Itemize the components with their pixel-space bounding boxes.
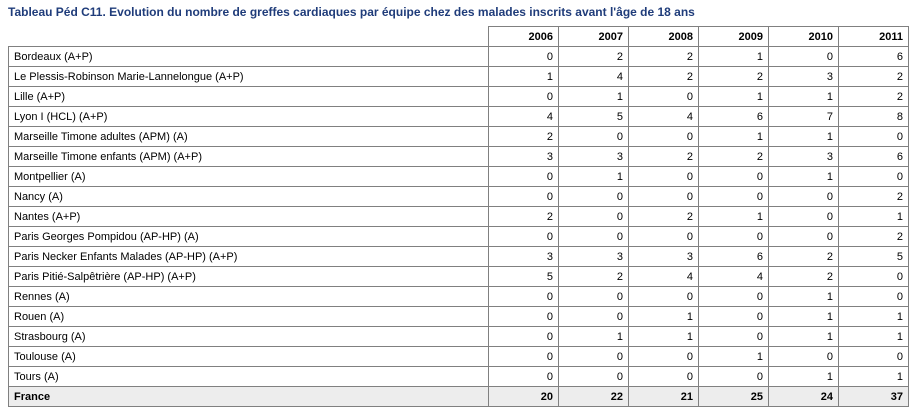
total-row	[9, 387, 909, 407]
table-row	[9, 287, 909, 307]
year-value: 1	[769, 167, 839, 187]
team-name: Marseille Timone adultes (APM) (A)	[9, 127, 489, 147]
year-value: 3	[629, 247, 699, 267]
team-name: Rouen (A)	[9, 307, 489, 327]
year-value: 2	[629, 67, 699, 87]
year-value: 0	[629, 87, 699, 107]
year-value: 3	[559, 147, 629, 167]
year-value: 0	[559, 127, 629, 147]
year-value: 0	[489, 287, 559, 307]
year-header: 2009	[699, 27, 769, 47]
year-value: 2	[489, 207, 559, 227]
year-value: 0	[699, 307, 769, 327]
year-value: 0	[489, 347, 559, 367]
year-value: 7	[769, 107, 839, 127]
table-title: Tableau Péd C11. Evolution du nombre de greffes cardiaques par équipe chez des malades inscrits avant l'âge de 18 ans	[8, 5, 695, 19]
year-value: 5	[839, 247, 909, 267]
table-row	[9, 307, 909, 327]
total-value: 24	[769, 387, 839, 407]
total-value: 20	[489, 387, 559, 407]
total-value: 37	[839, 387, 909, 407]
year-value: 1	[839, 207, 909, 227]
year-value: 0	[769, 187, 839, 207]
year-value: 3	[489, 247, 559, 267]
team-name: Montpellier (A)	[9, 167, 489, 187]
table-row	[9, 327, 909, 347]
team-name: Le Plessis-Robinson Marie-Lannelongue (A+P)	[9, 67, 489, 87]
year-value: 0	[769, 227, 839, 247]
year-value: 4	[489, 107, 559, 127]
year-header: 2007	[559, 27, 629, 47]
year-value: 0	[489, 87, 559, 107]
team-name: Lille (A+P)	[9, 87, 489, 107]
year-value: 5	[489, 267, 559, 287]
year-value: 1	[769, 127, 839, 147]
year-value: 0	[559, 207, 629, 227]
year-value: 0	[839, 287, 909, 307]
team-name: Toulouse (A)	[9, 347, 489, 367]
year-value: 0	[699, 367, 769, 387]
year-value: 1	[629, 307, 699, 327]
header-corner	[9, 27, 489, 47]
year-value: 1	[839, 327, 909, 347]
year-header: 2006	[489, 27, 559, 47]
table-row	[9, 107, 909, 127]
year-value: 0	[839, 267, 909, 287]
year-value: 3	[559, 247, 629, 267]
total-value: 21	[629, 387, 699, 407]
year-value: 6	[699, 107, 769, 127]
team-name: Paris Pitié-Salpêtrière (AP-HP) (A+P)	[9, 267, 489, 287]
year-value: 0	[629, 187, 699, 207]
year-value: 2	[839, 87, 909, 107]
year-value: 6	[699, 247, 769, 267]
year-value: 0	[629, 127, 699, 147]
year-value: 1	[699, 87, 769, 107]
year-value: 2	[699, 67, 769, 87]
year-value: 1	[769, 287, 839, 307]
year-value: 0	[699, 187, 769, 207]
year-value: 2	[629, 207, 699, 227]
year-value: 0	[489, 47, 559, 67]
year-value: 0	[839, 127, 909, 147]
header-row	[9, 27, 909, 47]
year-value: 0	[699, 287, 769, 307]
year-value: 0	[489, 187, 559, 207]
year-value: 0	[489, 307, 559, 327]
table-row	[9, 167, 909, 187]
table-row	[9, 47, 909, 67]
year-value: 5	[559, 107, 629, 127]
total-value: 22	[559, 387, 629, 407]
year-value: 0	[699, 227, 769, 247]
team-name: Nancy (A)	[9, 187, 489, 207]
team-name: Lyon I (HCL) (A+P)	[9, 107, 489, 127]
team-name: Bordeaux (A+P)	[9, 47, 489, 67]
table-row	[9, 127, 909, 147]
year-value: 0	[769, 47, 839, 67]
year-value: 2	[489, 127, 559, 147]
year-value: 4	[699, 267, 769, 287]
table-row	[9, 227, 909, 247]
year-value: 0	[769, 207, 839, 227]
year-value: 2	[629, 47, 699, 67]
table-row	[9, 247, 909, 267]
year-value: 0	[629, 167, 699, 187]
year-value: 2	[769, 247, 839, 267]
year-value: 0	[489, 167, 559, 187]
year-value: 1	[769, 367, 839, 387]
year-value: 1	[559, 327, 629, 347]
year-value: 1	[559, 87, 629, 107]
year-value: 1	[559, 167, 629, 187]
year-value: 0	[769, 347, 839, 367]
year-value: 0	[629, 367, 699, 387]
table-row	[9, 347, 909, 367]
year-value: 1	[769, 87, 839, 107]
year-value: 1	[629, 327, 699, 347]
table-row	[9, 267, 909, 287]
team-name: Strasbourg (A)	[9, 327, 489, 347]
table-row	[9, 207, 909, 227]
table-row	[9, 67, 909, 87]
table-row	[9, 147, 909, 167]
year-value: 2	[839, 227, 909, 247]
year-value: 2	[629, 147, 699, 167]
year-value: 1	[699, 47, 769, 67]
year-value: 2	[769, 267, 839, 287]
year-header: 2011	[839, 27, 909, 47]
year-value: 0	[559, 347, 629, 367]
team-name: Tours (A)	[9, 367, 489, 387]
year-value: 6	[839, 147, 909, 167]
year-value: 0	[839, 347, 909, 367]
team-name: Nantes (A+P)	[9, 207, 489, 227]
team-name: Paris Georges Pompidou (AP-HP) (A)	[9, 227, 489, 247]
year-value: 1	[699, 207, 769, 227]
year-value: 0	[629, 287, 699, 307]
year-value: 2	[559, 47, 629, 67]
year-value: 4	[559, 67, 629, 87]
year-value: 0	[839, 167, 909, 187]
year-value: 1	[839, 367, 909, 387]
year-header: 2010	[769, 27, 839, 47]
total-label: France	[9, 387, 489, 407]
year-value: 3	[769, 67, 839, 87]
year-value: 1	[489, 67, 559, 87]
year-value: 1	[839, 307, 909, 327]
team-name: Paris Necker Enfants Malades (AP-HP) (A+P)	[9, 247, 489, 267]
year-value: 0	[629, 347, 699, 367]
year-header: 2008	[629, 27, 699, 47]
year-value: 0	[559, 367, 629, 387]
year-value: 0	[629, 227, 699, 247]
table-row	[9, 87, 909, 107]
year-value: 0	[489, 367, 559, 387]
year-value: 0	[559, 227, 629, 247]
year-value: 8	[839, 107, 909, 127]
year-value: 0	[559, 287, 629, 307]
total-value: 25	[699, 387, 769, 407]
year-value: 2	[699, 147, 769, 167]
year-value: 0	[559, 307, 629, 327]
year-value: 3	[489, 147, 559, 167]
year-value: 1	[769, 327, 839, 347]
year-value: 0	[489, 227, 559, 247]
year-value: 1	[769, 307, 839, 327]
year-value: 6	[839, 47, 909, 67]
table-row	[9, 187, 909, 207]
year-value: 2	[839, 67, 909, 87]
year-value: 4	[629, 107, 699, 127]
year-value: 0	[699, 167, 769, 187]
table-row	[9, 367, 909, 387]
year-value: 1	[699, 127, 769, 147]
year-value: 0	[699, 327, 769, 347]
team-name: Rennes (A)	[9, 287, 489, 307]
year-value: 4	[629, 267, 699, 287]
year-value: 2	[839, 187, 909, 207]
transplant-table	[8, 26, 909, 407]
team-name: Marseille Timone enfants (APM) (A+P)	[9, 147, 489, 167]
year-value: 2	[559, 267, 629, 287]
year-value: 1	[699, 347, 769, 367]
year-value: 0	[559, 187, 629, 207]
year-value: 3	[769, 147, 839, 167]
year-value: 0	[489, 327, 559, 347]
